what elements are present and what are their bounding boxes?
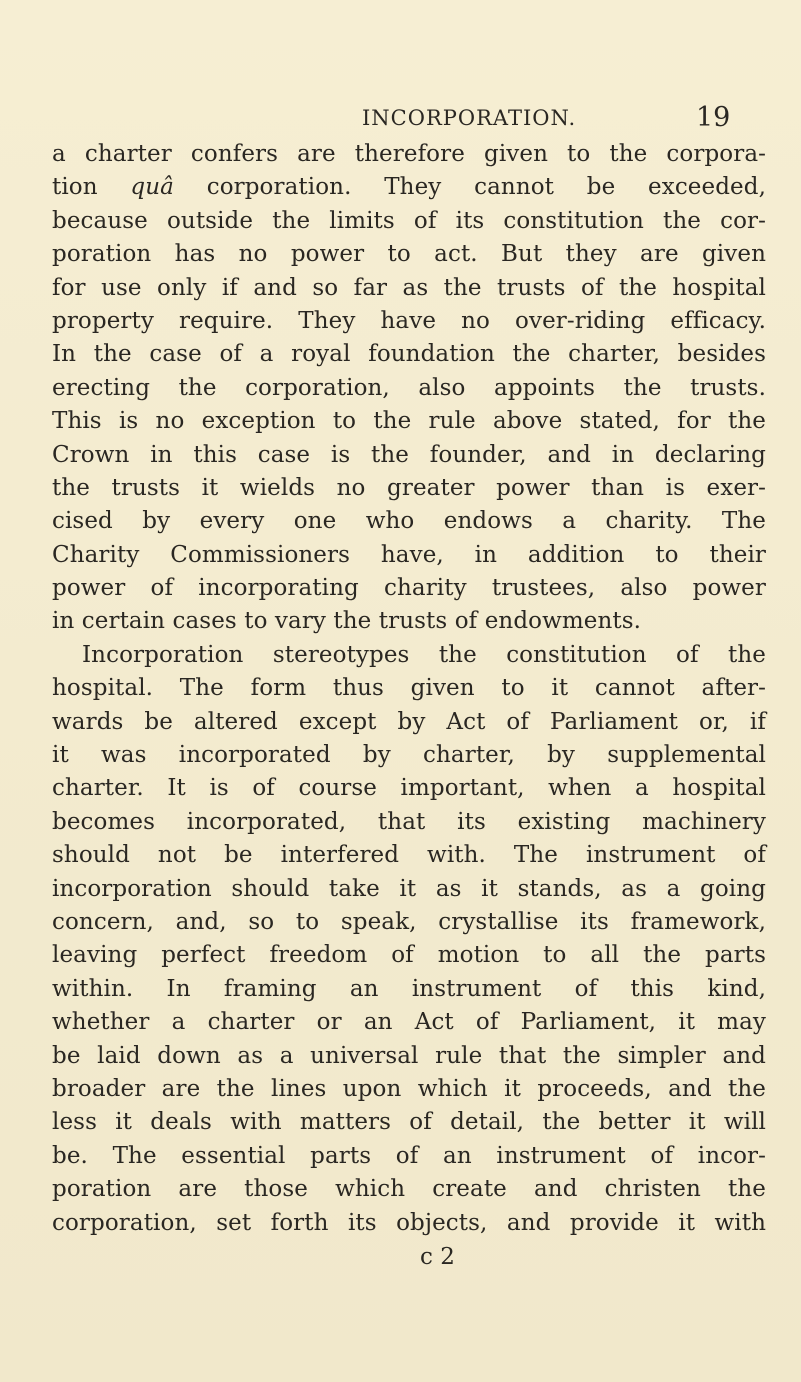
text-line: within. In framing an instrument of this kind, bbox=[52, 975, 766, 1002]
text-line: charter. It is of course important, when a hospital bbox=[52, 775, 766, 802]
text-line: whether a charter or an Act of Parliament, it may bbox=[52, 1009, 766, 1036]
running-head: INCORPORATION. bbox=[362, 106, 577, 130]
text-line: concern, and, so to speak, crystallise its framework, bbox=[52, 908, 766, 935]
text-line: for use only if and so far as the trusts of the hospital bbox=[52, 274, 766, 301]
text-line: wards be altered except by Act of Parliament or, if bbox=[52, 708, 766, 735]
text-line: because outside the limits of its constitution the cor- bbox=[52, 207, 766, 234]
text-line: broader are the lines upon which it proceeds, and the bbox=[52, 1075, 766, 1102]
text-line: it was incorporated by charter, by supplemental bbox=[52, 742, 766, 769]
signature-mark: c 2 bbox=[420, 1243, 455, 1270]
text-line: becomes incorporated, that its existing machinery bbox=[52, 808, 766, 835]
text-line: should not be interfered with. The instrument of bbox=[52, 842, 766, 869]
text-line: poration are those which create and christen the bbox=[52, 1176, 766, 1203]
text-line: be. The essential parts of an instrument of incor- bbox=[52, 1142, 766, 1169]
text-line: property require. They have no over-riding efficacy. bbox=[52, 307, 766, 334]
text-line: Crown in this case is the founder, and in declaring bbox=[52, 441, 766, 468]
text-line: erecting the corporation, also appoints the trusts. bbox=[52, 374, 766, 401]
body-text bbox=[52, 138, 766, 1274]
text-line: This is no exception to the rule above stated, for the bbox=[52, 408, 766, 435]
text-line: incorporation should take it as it stands, as a going bbox=[52, 875, 766, 902]
text-line: in certain cases to vary the trusts of endowments. bbox=[52, 608, 642, 635]
text-line: leaving perfect freedom of motion to all the parts bbox=[52, 942, 766, 969]
text-line: less it deals with matters of detail, the better it will bbox=[52, 1109, 766, 1136]
text-line: poration has no power to act. But they are given bbox=[52, 241, 766, 268]
text-line: Incorporation stereotypes the constitution of the bbox=[82, 641, 766, 668]
italic-word: quâ bbox=[130, 174, 174, 201]
text-span: corporation. They cannot be exceeded, bbox=[173, 174, 766, 201]
text-line: power of incorporating charity trustees, also power bbox=[52, 575, 766, 602]
text-line: a charter confers are therefore given to the corpora- bbox=[52, 141, 766, 167]
text-line: corporation, set forth its objects, and provide it with bbox=[52, 1209, 766, 1236]
text-line: the trusts it wields no greater power than is exer- bbox=[52, 474, 766, 501]
text-span: tion bbox=[52, 174, 131, 201]
text-line bbox=[52, 171, 766, 204]
text-line: cised by every one who endows a charity. The bbox=[52, 508, 766, 535]
text-line: be laid down as a universal rule that the simpler and bbox=[52, 1042, 766, 1069]
text-line: Charity Commissioners have, in addition to their bbox=[52, 541, 766, 568]
page-number: 19 bbox=[696, 102, 731, 133]
text-line: In the case of a royal foundation the charter, besides bbox=[52, 341, 766, 368]
text-line: hospital. The form thus given to it cannot after- bbox=[52, 675, 766, 702]
page-header bbox=[0, 102, 801, 136]
